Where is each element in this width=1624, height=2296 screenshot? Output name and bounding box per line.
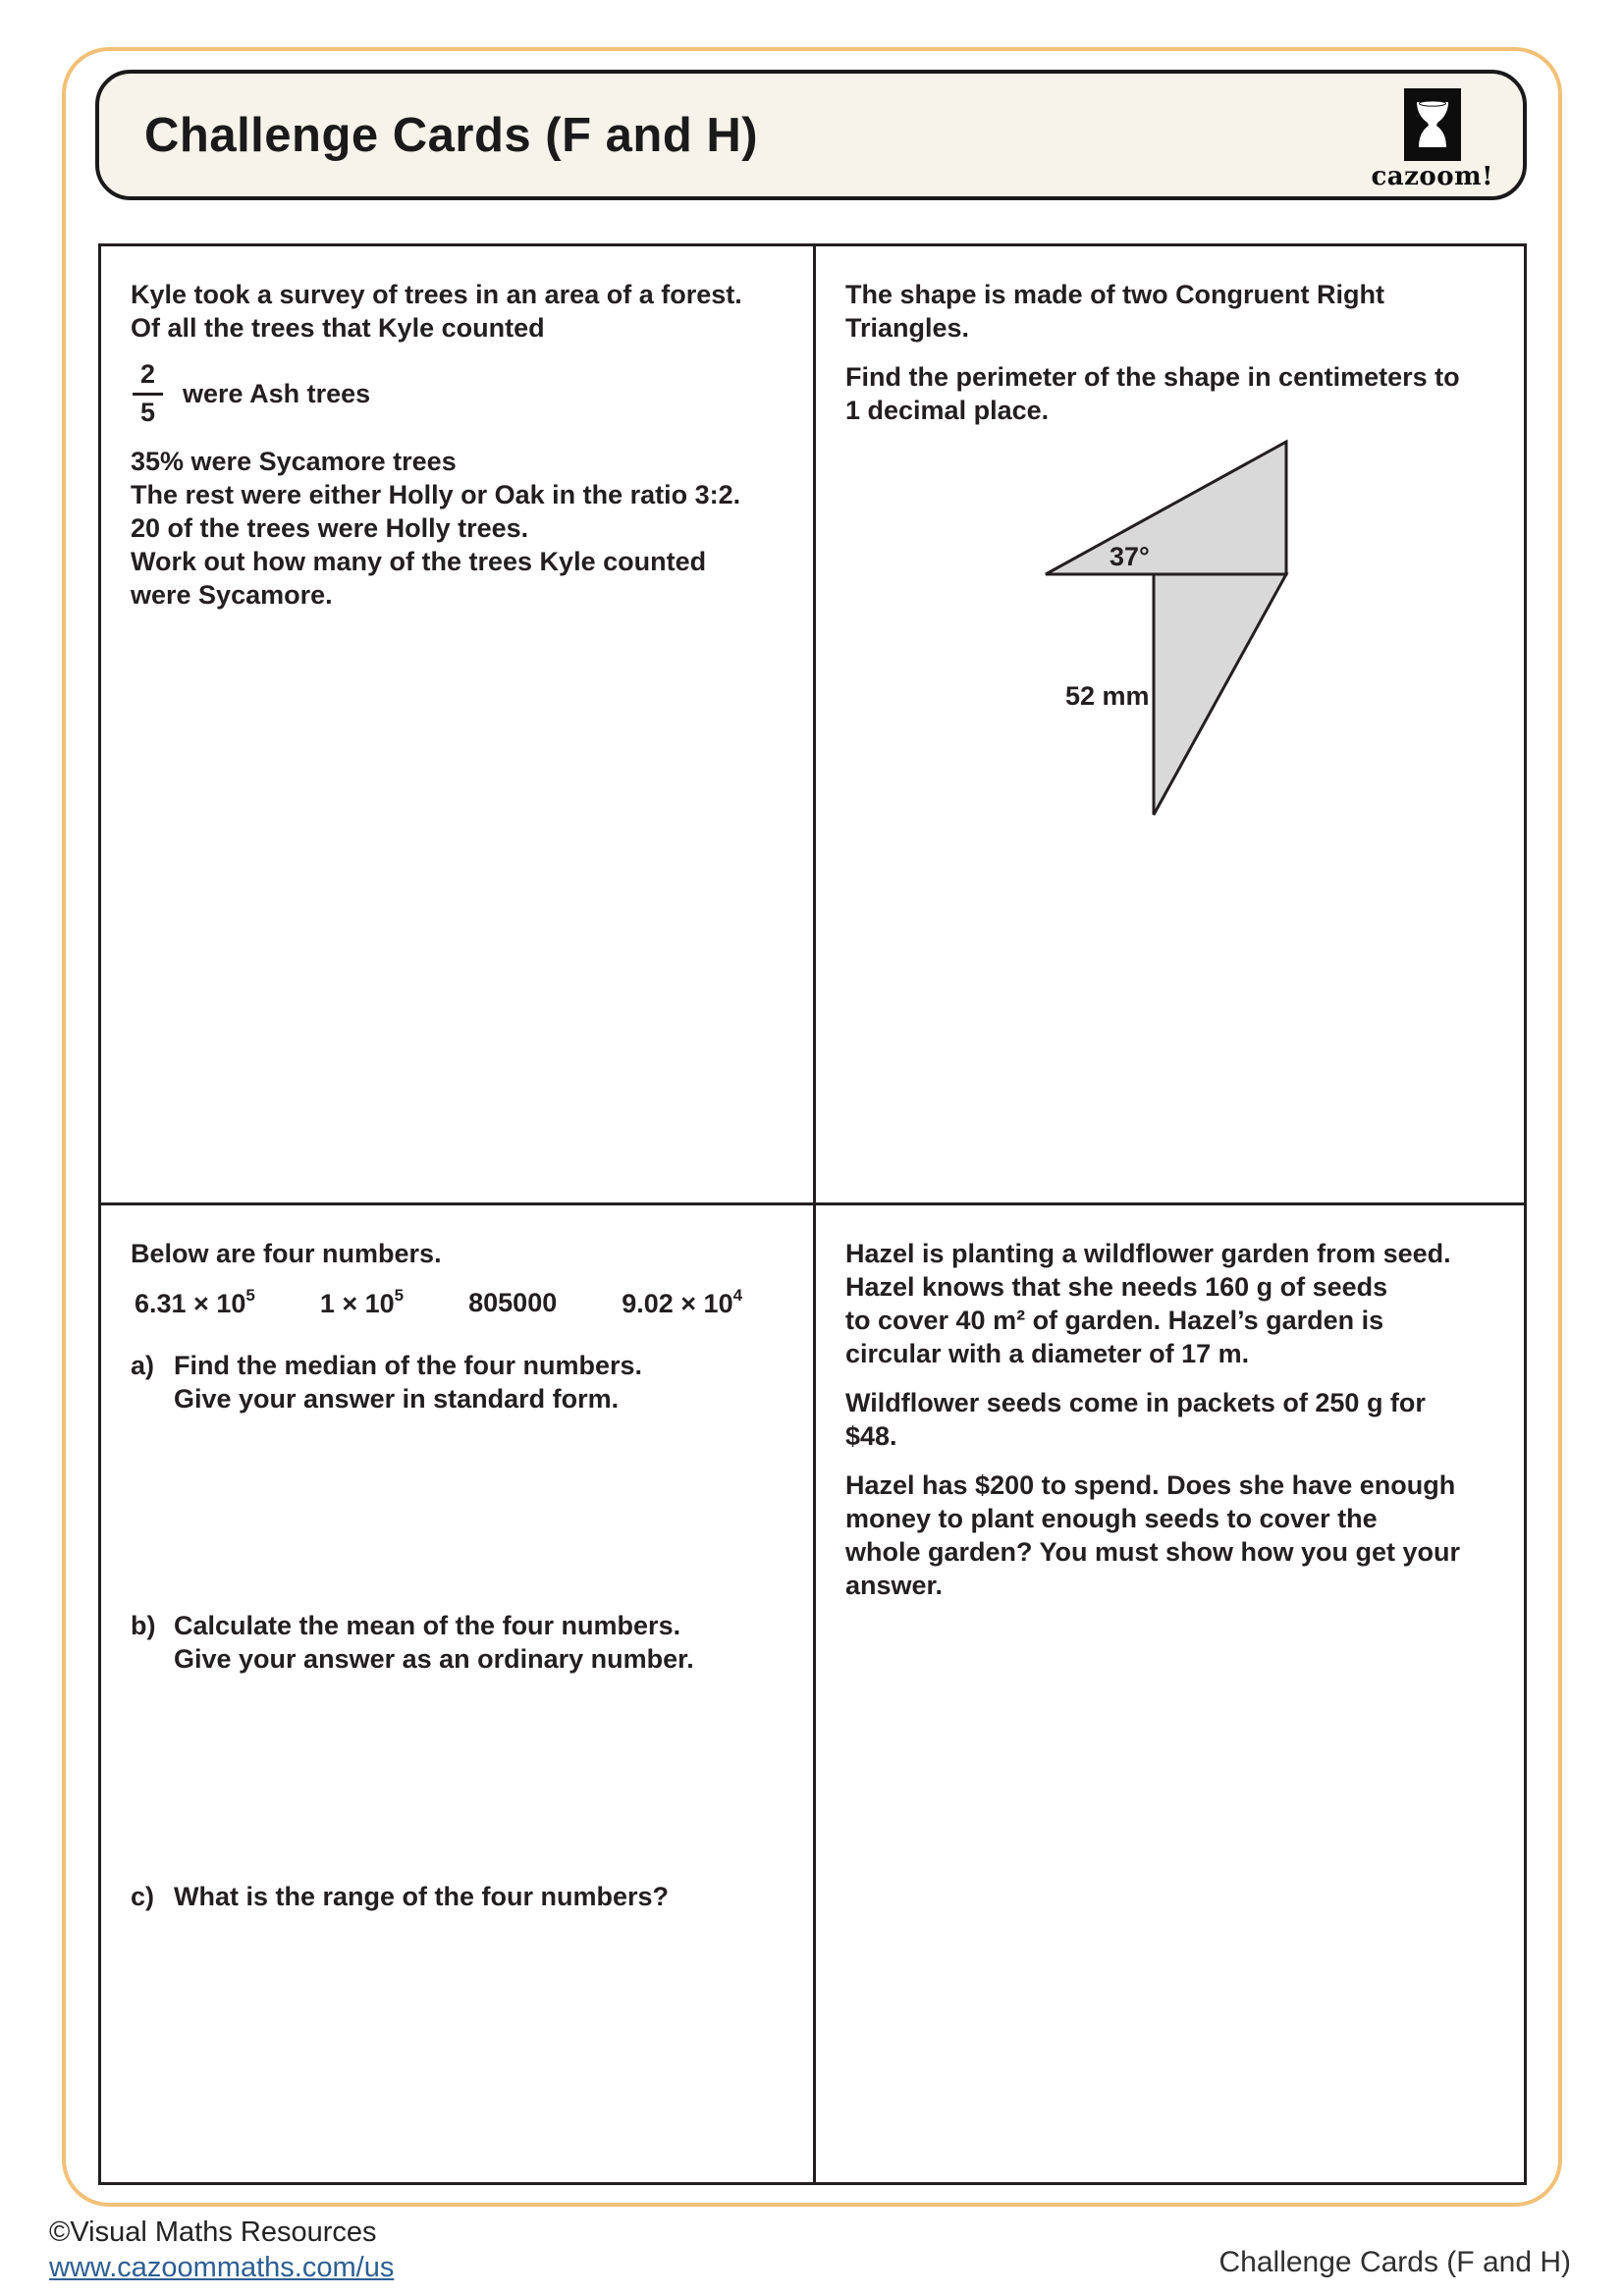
fraction-label: were Ash trees (183, 379, 371, 409)
fraction-two-fifths (133, 360, 163, 427)
triangles-statement (845, 278, 1494, 345)
number-value (468, 1288, 557, 1319)
title-bar (95, 70, 1527, 200)
text-line: Of all the trees that Kyle counted (131, 313, 545, 343)
text-line: Kyle took a survey of trees in an area of a forest. (131, 280, 742, 309)
numbers-row (135, 1288, 784, 1319)
text-line: answer. (845, 1571, 944, 1600)
number-base: 1 × 10 (319, 1289, 395, 1318)
holly-fact: 20 of the trees were Holly trees. (131, 513, 529, 544)
text-line: money to plant enough seeds to cover the (845, 1504, 1378, 1533)
wildflower-p1: Hazel is planting a wildflower garden from seed. (845, 1239, 1451, 1268)
four-numbers-intro: Below are four numbers. (131, 1239, 442, 1268)
text-line: Work out how many of the trees Kyle counted (131, 547, 707, 577)
text-line: The shape is made of two Congruent Right (845, 280, 1385, 309)
cazoom-logo (1371, 88, 1493, 191)
text-line: 1 decimal place. (845, 396, 1050, 425)
wildflower-p2 (845, 1270, 1494, 1370)
text-line: Wildflower seeds come in packets of 250 g for (845, 1388, 1426, 1417)
triangles-diagram (1038, 437, 1450, 829)
text-line: whole garden? You must show how you get your (845, 1537, 1461, 1567)
text-line: $48. (845, 1421, 897, 1451)
question-part-c (131, 1880, 784, 1913)
part-label: a) (131, 1351, 155, 1380)
part-label: b) (131, 1611, 156, 1640)
number-value (135, 1288, 255, 1319)
lower-right-triangle (1154, 574, 1286, 815)
drum-icon (1404, 88, 1461, 161)
card-four-numbers (101, 1205, 816, 2182)
text-line: to cover 40 m² of garden. Hazel’s garden is (845, 1306, 1384, 1335)
part-label: c) (131, 1882, 155, 1911)
number-exponent: 4 (732, 1286, 743, 1305)
upper-right-triangle (1046, 442, 1286, 574)
text-line: Give your answer in standard form. (174, 1384, 620, 1414)
side-length-label: 52 mm (1065, 681, 1150, 711)
text-line: Triangles. (845, 313, 970, 343)
number-base: 805000 (468, 1288, 558, 1317)
number-exponent: 5 (394, 1286, 405, 1305)
text-line: were Sycamore. (131, 580, 333, 611)
question-part-a (131, 1349, 784, 1415)
triangles-question (845, 360, 1494, 427)
question-part-b (131, 1609, 784, 1676)
copyright-text: ©Visual Maths Resources (49, 2216, 377, 2248)
card-tree-survey (101, 246, 816, 1205)
footer-doc-name: Challenge Cards (F and H) (1218, 2246, 1571, 2278)
text-line: Find the perimeter of the shape in centimeters to (845, 362, 1460, 392)
number-value (320, 1288, 404, 1319)
tree-survey-intro (131, 278, 784, 345)
fraction-numerator: 2 (133, 360, 163, 396)
sycamore-fact: 35% were Sycamore trees (131, 447, 457, 477)
number-base: 6.31 × 10 (135, 1289, 246, 1318)
challenge-card-grid (98, 243, 1527, 2185)
part-text (174, 1880, 669, 1913)
page-title: Challenge Cards (F and H) (144, 108, 759, 162)
text-line: Give your answer as an ordinary number. (174, 1644, 694, 1674)
text-line: Hazel has $200 to spend. Does she have enough (845, 1470, 1456, 1500)
card-congruent-triangles (816, 246, 1524, 1205)
angle-label: 37° (1110, 542, 1150, 571)
card-wildflower-garden (816, 1205, 1524, 2182)
tree-survey-question (131, 545, 784, 612)
text-line: Calculate the mean of the four numbers. (174, 1611, 681, 1640)
fraction-denominator: 5 (140, 397, 156, 427)
wildflower-p3 (845, 1386, 1494, 1453)
wildflower-p4 (845, 1468, 1494, 1602)
footer-attribution (49, 2215, 394, 2285)
text-line: Find the median of the four numbers. (174, 1351, 643, 1380)
text-line: Hazel knows that she needs 160 g of seeds (845, 1272, 1388, 1302)
ash-fraction-row (133, 360, 784, 427)
text-line: circular with a diameter of 17 m. (845, 1339, 1250, 1368)
part-text (174, 1609, 694, 1676)
cazoommaths-link[interactable]: www.cazoommaths.com/us (49, 2252, 395, 2283)
number-value (622, 1288, 742, 1319)
logo-wordmark: cazoom! (1371, 162, 1493, 191)
ratio-fact: The rest were either Holly or Oak in the ratio 3:2. (131, 480, 741, 510)
number-base: 9.02 × 10 (622, 1289, 733, 1318)
number-exponent: 5 (245, 1286, 255, 1305)
part-text (174, 1349, 642, 1415)
text-line: What is the range of the four numbers? (174, 1882, 670, 1911)
